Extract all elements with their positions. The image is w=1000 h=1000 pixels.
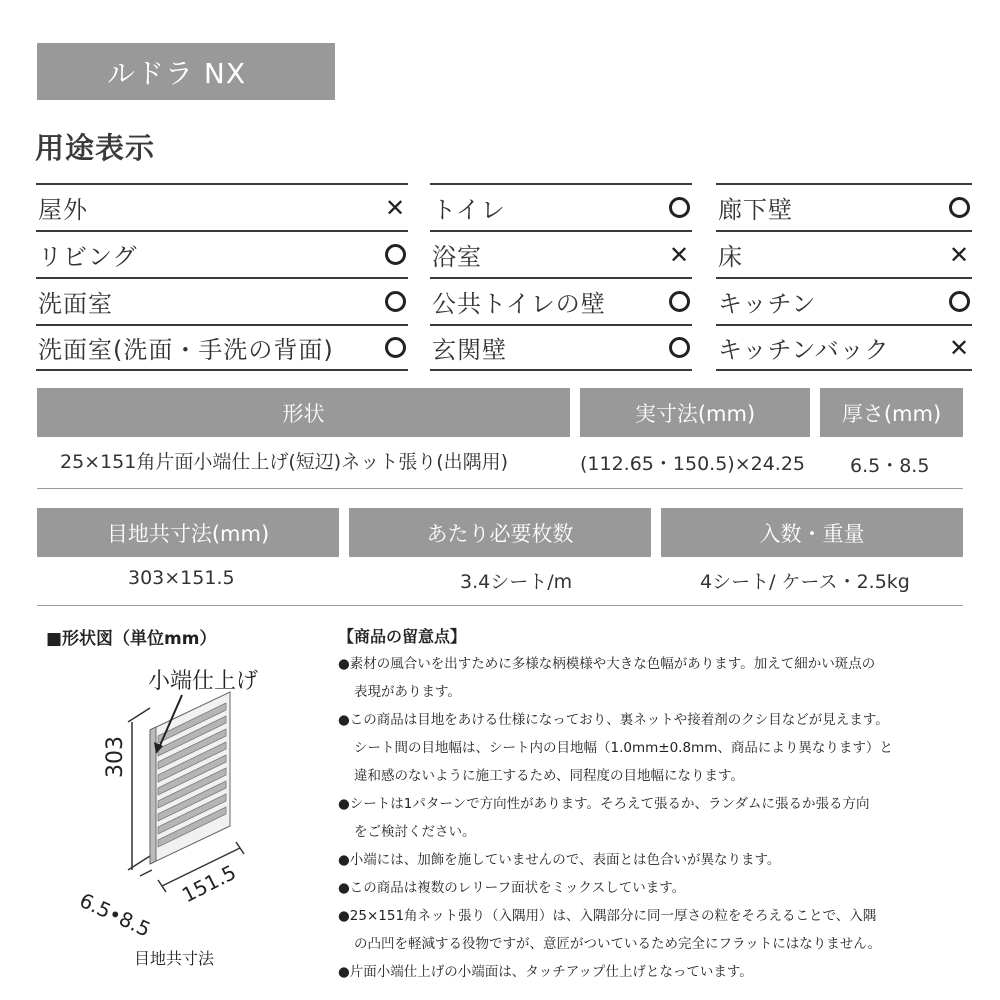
joint-size-value: 303×151.5: [128, 567, 235, 589]
note-continuation: の凸凹を軽減する役物ですが、意匠がついているため完全にフラットにはなりません。: [354, 936, 882, 952]
note-continuation: シート間の目地幅は、シート内の目地幅（1.0mm±0.8mm、商品により異なります）と: [354, 740, 893, 756]
note-text: ●小端には、加飾を施していませんので、表面とは色合いが異なります。: [338, 852, 781, 868]
divider: [37, 605, 963, 606]
joint-size-header: 目地共寸法(mm): [37, 508, 339, 557]
note-text: ●素材の風合いを出すために多様な柄模様や大きな色幅があります。加えて細かい斑点の: [338, 656, 876, 672]
circle-icon: [949, 291, 970, 312]
usage-label: キッチン: [718, 290, 817, 318]
circle-icon: [669, 337, 690, 358]
usage-mark-o: [666, 197, 692, 218]
usage-label: 洗面室(洗面・手洗の背面): [38, 336, 334, 364]
usage-label: 床: [718, 243, 743, 271]
usage-row: [36, 230, 408, 277]
circle-icon: [949, 197, 970, 218]
usage-row: [716, 230, 972, 277]
product-name: ルドラ NX: [107, 56, 247, 90]
usage-row: [430, 277, 692, 324]
quantity-weight-value: 4シート/ ケース・2.5kg: [700, 571, 910, 593]
usage-heading: 用途表示: [35, 131, 156, 165]
height-dimension-label: 303: [103, 736, 128, 778]
usage-label: リビング: [38, 243, 138, 271]
shape-value: 25×151角片面小端仕上げ(短辺)ネット張り(出隅用): [60, 451, 509, 473]
usage-row: [36, 324, 408, 371]
usage-column-2: [430, 183, 692, 371]
thickness-value: 6.5・8.5: [850, 455, 930, 477]
quantity-weight-header: 入数・重量: [661, 508, 963, 557]
figure-caption: 目地共寸法: [134, 949, 215, 968]
notes-list: [338, 650, 988, 986]
usage-column-3: [716, 183, 972, 371]
cross-icon: ✕: [948, 333, 970, 362]
usage-mark-o: [382, 291, 408, 312]
note-item: [338, 790, 988, 846]
thickness-dimension-label: 6.5•8.5: [75, 888, 155, 942]
note-item: [338, 874, 988, 902]
usage-label: キッチンバック: [718, 336, 890, 364]
width-dimension-tick: [236, 842, 244, 854]
cross-icon: ✕: [384, 193, 406, 222]
note-item: [338, 650, 988, 706]
notes-heading: 【商品の留意点】: [338, 627, 467, 646]
note-continuation: 表現があります。: [354, 684, 461, 700]
figure-heading: ■形状図（単位mm）: [46, 629, 217, 649]
divider: [37, 488, 963, 489]
usage-row: [430, 183, 692, 230]
note-item: [338, 846, 988, 874]
note-continuation: をご検討ください。: [354, 824, 476, 840]
actual-size-value: (112.65・150.5)×24.25: [580, 453, 806, 475]
shape-header: 形状: [37, 388, 570, 437]
cross-icon: ✕: [948, 240, 970, 269]
required-count-value: 3.4シート/m: [460, 571, 573, 593]
usage-label: 洗面室: [38, 290, 113, 318]
usage-label: 屋外: [38, 196, 88, 224]
usage-row: [36, 183, 408, 230]
note-item: [338, 958, 988, 986]
usage-label: 公共トイレの壁: [432, 290, 606, 318]
usage-row: [36, 277, 408, 324]
usage-mark-o: [382, 244, 408, 265]
note-text: ●25×151角ネット張り（入隅用）は、入隅部分に同一厚さの粒をそろえることで、入隅: [338, 908, 877, 924]
note-text: ●片面小端仕上げの小端面は、タッチアップ仕上げとなっています。: [338, 964, 753, 980]
note-text: ●この商品は目地をあける仕様になっており、裏ネットや接着剤のクシ目などが見えます。: [338, 712, 889, 728]
usage-mark-o: [946, 291, 972, 312]
thickness-header: 厚さ(mm): [820, 388, 963, 437]
usage-mark-o: [946, 197, 972, 218]
usage-mark-o: [666, 337, 692, 358]
note-text: ●この商品は複数のレリーフ面状をミックスしています。: [338, 880, 686, 896]
width-dimension-label: 151.5: [178, 860, 240, 908]
circle-icon: [669, 291, 690, 312]
height-dimension-tick: [128, 708, 150, 722]
usage-mark-o: [666, 291, 692, 312]
usage-row: [716, 277, 972, 324]
note-text: ●シートは1パターンで方向性があります。そろえて張るか、ランダムに張るか張る方向: [338, 796, 870, 812]
circle-icon: [385, 244, 406, 265]
actual-size-header: 実寸法(mm): [580, 388, 810, 437]
circle-icon: [385, 337, 406, 358]
thickness-dimension-line: [140, 870, 152, 876]
usage-column-1: [36, 183, 408, 371]
usage-row: [716, 324, 972, 371]
usage-label: トイレ: [432, 196, 506, 224]
circle-icon: [669, 197, 690, 218]
usage-label: 廊下壁: [718, 196, 793, 224]
usage-row: [716, 183, 972, 230]
usage-row: [430, 324, 692, 371]
usage-mark-x: [946, 240, 972, 269]
callout-label: 小端仕上げ: [148, 669, 259, 694]
width-dimension-tick: [158, 880, 166, 892]
cross-icon: ✕: [668, 240, 690, 269]
note-item: [338, 902, 988, 958]
product-title-badge: [37, 43, 335, 100]
required-count-header: あたり必要枚数: [349, 508, 651, 557]
note-item: [338, 706, 988, 790]
usage-label: 玄関壁: [432, 336, 507, 364]
usage-mark-x: [382, 193, 408, 222]
note-continuation: 違和感のないように施工するため、同程度の目地幅になります。: [354, 768, 744, 784]
usage-row: [430, 230, 692, 277]
usage-mark-x: [666, 240, 692, 269]
usage-mark-o: [382, 337, 408, 358]
circle-icon: [385, 291, 406, 312]
usage-label: 浴室: [432, 243, 482, 271]
usage-mark-x: [946, 333, 972, 362]
